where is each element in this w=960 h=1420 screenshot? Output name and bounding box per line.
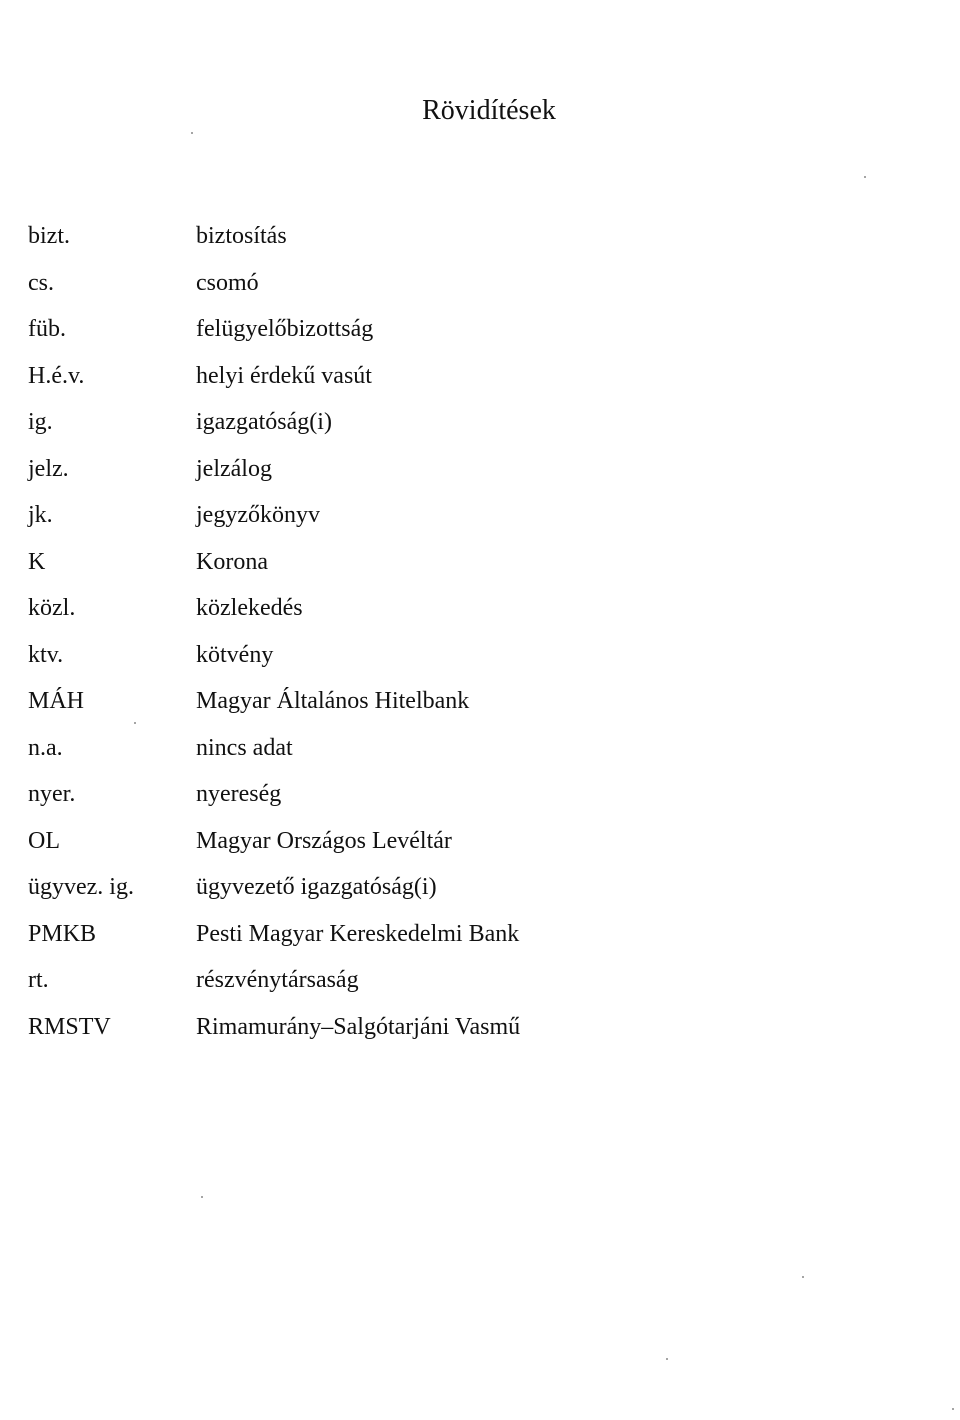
scan-speck xyxy=(952,1408,954,1410)
scan-speck xyxy=(201,1196,203,1198)
abbreviation-term: bizt. xyxy=(28,223,70,249)
abbreviation-row xyxy=(0,263,960,310)
abbreviation-term: ktv. xyxy=(28,641,64,668)
abbreviation-term: RMSTV xyxy=(28,1013,111,1040)
abbreviation-term: K xyxy=(28,548,46,575)
abbreviation-row xyxy=(0,821,960,868)
abbreviation-term: MÁH xyxy=(28,688,85,714)
scan-speck xyxy=(666,1358,668,1360)
abbreviation-definition: részvénytársaság xyxy=(196,967,359,993)
abbreviation-list xyxy=(0,216,960,1053)
abbreviation-definition: Rimamurány–Salgótarjáni Vasmű xyxy=(196,1013,521,1040)
abbreviation-row xyxy=(0,542,960,589)
abbreviation-definition: nincs adat xyxy=(196,734,293,761)
abbreviation-definition: igazgatóság(i) xyxy=(196,409,332,435)
scan-speck xyxy=(864,176,866,178)
abbreviation-row xyxy=(0,216,960,263)
abbreviation-row xyxy=(0,449,960,496)
abbreviation-term: rt. xyxy=(28,967,49,993)
abbreviation-term: ügyvez. ig. xyxy=(28,874,134,900)
abbreviation-definition: Magyar Országos Levéltár xyxy=(196,827,452,854)
abbreviation-row xyxy=(0,774,960,821)
abbreviation-row xyxy=(0,681,960,728)
abbreviation-term: közl. xyxy=(28,595,76,621)
abbreviation-term: PMKB xyxy=(28,920,97,947)
abbreviation-definition: Magyar Általános Hitelbank xyxy=(196,688,470,714)
abbreviation-row xyxy=(0,1007,960,1054)
abbreviation-row xyxy=(0,588,960,635)
abbreviation-row xyxy=(0,356,960,403)
abbreviation-row xyxy=(0,960,960,1007)
abbreviation-term: füb. xyxy=(28,316,66,342)
abbreviation-row xyxy=(0,495,960,542)
abbreviation-row xyxy=(0,402,960,449)
abbreviation-row xyxy=(0,728,960,775)
abbreviation-term: nyer. xyxy=(28,781,76,807)
abbreviation-definition: nyereség xyxy=(196,781,282,807)
abbreviation-row xyxy=(0,867,960,914)
abbreviation-definition: helyi érdekű vasút xyxy=(196,362,372,389)
abbreviation-definition: Korona xyxy=(196,548,268,575)
abbreviation-term: OL xyxy=(28,827,60,854)
abbreviation-definition: jegyzőkönyv xyxy=(196,502,320,528)
abbreviation-term: ig. xyxy=(28,409,53,435)
scan-speck xyxy=(191,132,193,134)
abbreviation-definition: kötvény xyxy=(196,641,274,668)
scan-speck xyxy=(134,722,136,724)
abbreviation-definition: jelzálog xyxy=(196,455,272,482)
abbreviation-definition: csomó xyxy=(196,269,259,296)
abbreviation-row xyxy=(0,914,960,961)
abbreviation-definition: ügyvezető igazgatóság(i) xyxy=(196,874,437,900)
abbreviation-definition: közlekedés xyxy=(196,595,303,621)
abbreviation-term: jk. xyxy=(28,502,53,528)
abbreviation-row xyxy=(0,309,960,356)
abbreviation-row xyxy=(0,635,960,682)
abbreviation-term: n.a. xyxy=(28,734,63,761)
abbreviation-definition: Pesti Magyar Kereskedelmi Bank xyxy=(196,920,520,947)
abbreviation-term: cs. xyxy=(28,269,54,296)
abbreviation-definition: biztosítás xyxy=(196,223,287,249)
abbreviation-term: jelz. xyxy=(28,455,69,482)
page-title: Rövidítések xyxy=(422,95,556,126)
abbreviation-term: H.é.v. xyxy=(28,362,85,389)
scan-speck xyxy=(802,1276,804,1278)
abbreviation-definition: felügyelőbizottság xyxy=(196,316,374,342)
